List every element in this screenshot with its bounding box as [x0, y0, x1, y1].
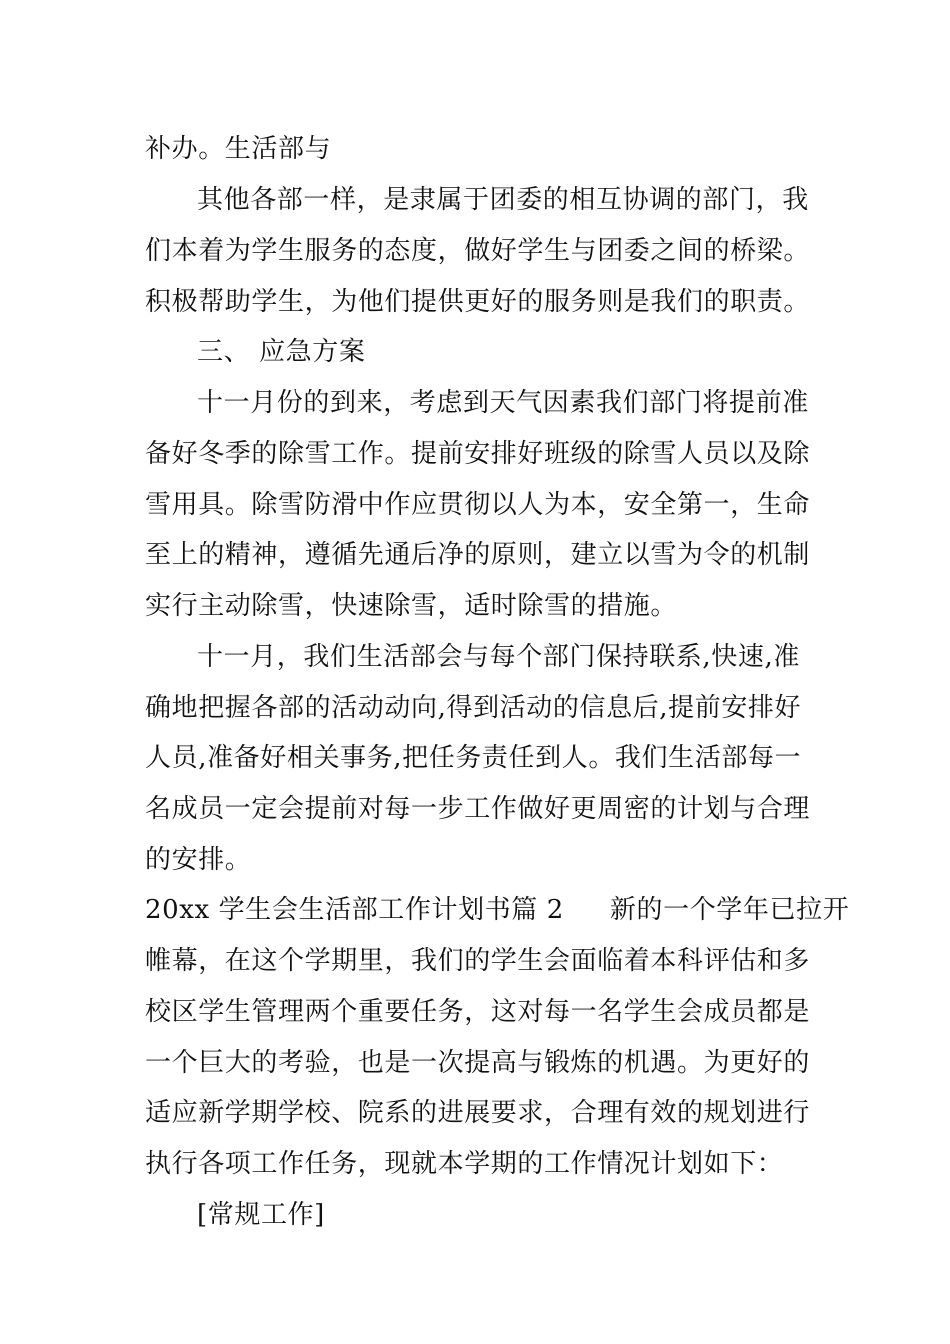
- text-line: 适应新学期学校、院系的进展要求，合理有效的规划进行: [145, 1098, 811, 1128]
- text-line: 校区学生管理两个重要任务，这对每一名学生会成员都是: [145, 997, 811, 1027]
- section-heading: [常规工作]: [197, 1200, 325, 1230]
- text-line: 确地把握各部的活动动向,得到活动的信息后,提前安排好: [145, 693, 802, 723]
- text-line: 执行各项工作任务，现就本学期的工作情况计划如下：: [145, 1149, 784, 1179]
- text-line: 人员,准备好相关事务,把任务责任到人。我们生活部每一: [145, 743, 802, 773]
- article-title: 20xx 学生会生活部工作计划书篇 2: [145, 895, 564, 925]
- text-line: 十一月，我们生活部会与每个部门保持联系,快速,准: [197, 642, 800, 672]
- text-line: 们本着为学生服务的态度，做好学生与团委之间的桥梁。: [145, 236, 811, 266]
- text-line: 其他各部一样，是隶属于团委的相互协调的部门，我: [197, 185, 809, 215]
- text-line: 积极帮助学生，为他们提供更好的服务则是我们的职责。: [145, 287, 811, 317]
- section-heading: 三、 应急方案: [197, 337, 366, 367]
- text-fragment: 新的一个学年已拉开: [609, 895, 850, 925]
- article-title-line: [145, 890, 850, 930]
- text-line: 名成员一定会提前对每一步工作做好更周密的计划与合理: [145, 794, 811, 824]
- text-line: 雪用具。除雪防滑中作应贯彻以人为本，安全第一，生命: [145, 490, 811, 520]
- text-line: 帷幕，在这个学期里，我们的学生会面临着本科评估和多: [145, 946, 811, 976]
- text-line: 十一月份的到来，考虑到天气因素我们部门将提前准: [197, 388, 809, 418]
- text-line: 备好冬季的除雪工作。提前安排好班级的除雪人员以及除: [145, 439, 811, 469]
- text-line: 实行主动除雪，快速除雪，适时除雪的措施。: [145, 591, 678, 621]
- text-line: 一个巨大的考验，也是一次提高与锻炼的机遇。为更好的: [145, 1048, 811, 1078]
- text-line: 的安排。: [145, 845, 252, 875]
- text-line: 补办。生活部与: [145, 134, 332, 164]
- text-line: 至上的精神，遵循先通后净的原则，建立以雪为令的机制: [145, 540, 811, 570]
